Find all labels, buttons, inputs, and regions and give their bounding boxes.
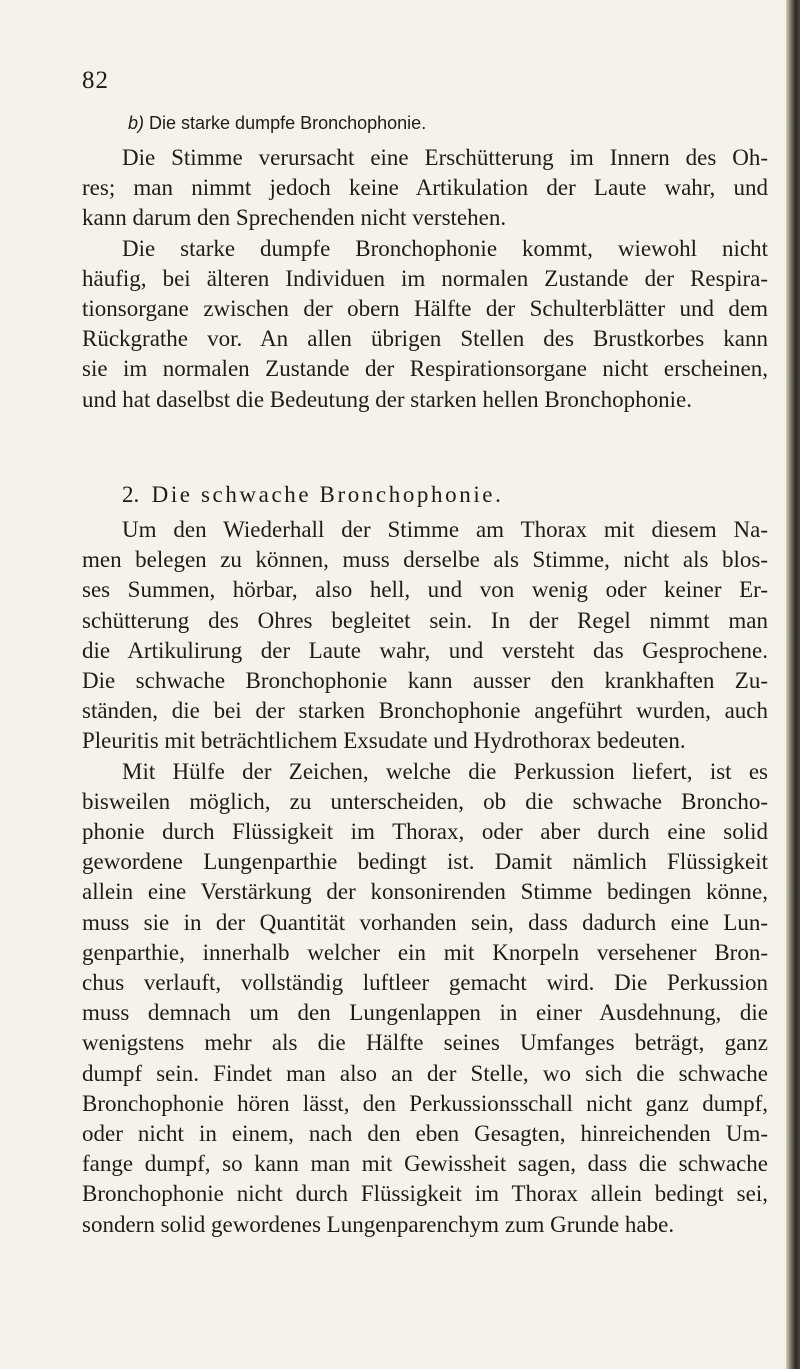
- text-line: sondern solid gewordenes Lungenparenchym zum Grunde habe.: [82, 1211, 675, 1237]
- text-line: Die schwache Bronchophonie kann ausser den krankhaften Zu-: [82, 668, 768, 694]
- text-line: men belegen zu können, muss derselbe als Stimme, nicht als blos-: [82, 547, 768, 573]
- text-line: Pleuritis mit beträchtlichem Exsudate und Hydrothorax bedeuten.: [82, 728, 686, 754]
- text-line: phonie durch Flüssigkeit im Thorax, oder aber durch eine solid: [82, 819, 768, 845]
- text-line: gewordene Lungenparthie bedingt ist. Damit nämlich Flüssigkeit: [82, 849, 768, 875]
- text-line: kann darum den Sprechenden nicht verstehen.: [82, 205, 507, 231]
- text-line: genparthie, innerhalb welcher ein mit Knorpeln versehener Bron-: [82, 939, 768, 965]
- text-line: fange dumpf, so kann man mit Gewissheit sagen, dass die schwache: [82, 1151, 768, 1177]
- section-2-body: [82, 515, 768, 1240]
- page-number: 82: [82, 67, 109, 94]
- text-line: sie im normalen Zustande der Respirationsorgane nicht erscheinen,: [82, 356, 768, 382]
- section-2-title: [122, 480, 503, 510]
- text-line: bisweilen möglich, zu unterscheiden, ob die schwache Broncho-: [82, 788, 768, 814]
- text-line: die Artikulirung der Laute wahr, und versteht das Gesprochene.: [82, 637, 768, 663]
- text-line: muss sie in der Quantität vorhanden sein, dass dadurch eine Lun-: [82, 909, 768, 935]
- text-line: Bronchophonie hören lässt, den Perkussionsschall nicht ganz dumpf,: [82, 1090, 768, 1116]
- text-line: ständen, die bei der starken Bronchophonie angeführt wurden, auch: [82, 698, 768, 724]
- text-line: häufig, bei älteren Individuen im normalen Zustande der Respira-: [82, 265, 768, 291]
- text-line: Bronchophonie nicht durch Flüssigkeit im Thorax allein bedingt sei,: [82, 1181, 768, 1207]
- text-line: muss demnach um den Lungenlappen in einer Ausdehnung, die: [82, 1000, 768, 1026]
- text-line: oder nicht in einem, nach den eben Gesagten, hinreichenden Um-: [82, 1121, 768, 1147]
- text-line: wenigstens mehr als die Hälfte seines Umfanges beträgt, ganz: [82, 1030, 768, 1056]
- text-line: Um den Wiederhall der Stimme am Thorax mit diesem Na-: [122, 517, 768, 542]
- text-line: allein eine Verstärkung der konsonirenden Stimme bedingen könne,: [82, 879, 768, 905]
- section-2-number: 2.: [122, 482, 140, 507]
- text-line: und hat daselbst die Bedeutung der starken hellen Bronchophonie.: [82, 386, 692, 412]
- text-line: Rückgrathe vor. An allen übrigen Stellen des Brustkorbes kann: [82, 326, 768, 352]
- text-line: tionsorgane zwischen der obern Hälfte der Schulterblätter und dem: [82, 296, 768, 322]
- text-line: Die starke dumpfe Bronchophonie kommt, wiewohl nicht: [122, 235, 768, 261]
- subheading-text: Die starke dumpfe Bronchophonie.: [149, 113, 427, 133]
- subheading: [128, 110, 768, 136]
- section-1-body: [82, 143, 768, 415]
- subheading-marker: b): [128, 113, 145, 133]
- page-binding-edge: [786, 0, 800, 1369]
- text-line: ses Summen, hörbar, also hell, und von wenig oder keiner Er-: [82, 577, 768, 603]
- text-line: chus verlauft, vollständig luftleer gemacht wird. Die Perkussion: [82, 970, 768, 996]
- text-line: Die Stimme verursacht eine Erschütterung im Innern des Oh-: [122, 145, 768, 170]
- section-2-title-text: Die schwache Bronchophonie.: [151, 482, 504, 507]
- text-line: Mit Hülfe der Zeichen, welche die Perkussion liefert, ist es: [122, 758, 768, 784]
- text-line: dumpf sein. Findet man also an der Stelle, wo sich die schwache: [82, 1060, 768, 1086]
- text-line: res; man nimmt jedoch keine Artikulation der Laute wahr, und: [82, 175, 768, 201]
- text-line: schütterung des Ohres begleitet sein. In der Regel nimmt man: [82, 607, 768, 633]
